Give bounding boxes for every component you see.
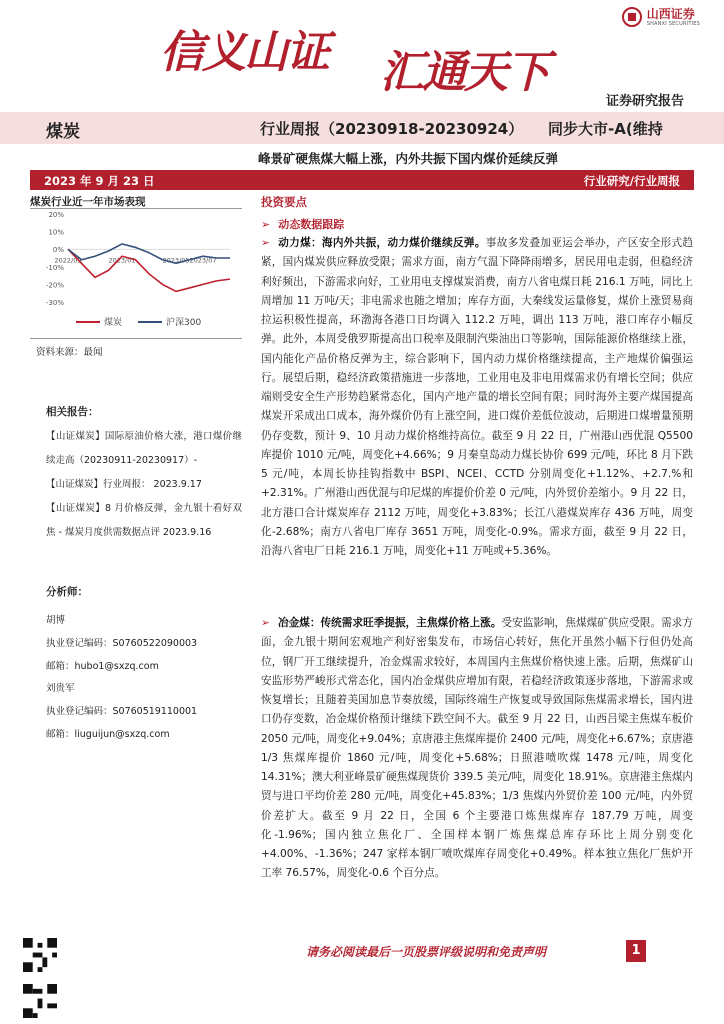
main-content [261,194,694,880]
x-tick-label: 2023/01 [108,256,136,265]
industry-name: 煤炭 [46,122,80,142]
analysts-title: 分析师： [46,586,88,598]
analyst-email[interactable]: 邮箱：liuguijun@sxzq.com [46,728,170,740]
related-report-item[interactable]: 【山证煤炭】8 月价格反弹，金九银十看好双焦 - 煤炭月度供需数据点评 2023.9.16 [46,503,242,538]
bullet-heading-text: 动态数据跟踪 [278,218,345,231]
analysts-list [46,610,242,747]
legend-swatch-csi300 [138,321,162,323]
arrow-bullet-icon: ➢ [261,218,271,231]
title-bar [0,112,724,144]
logo-mark-icon [622,7,642,27]
x-tick-label: 2023/07 [189,256,217,265]
x-tick-label: 2023/05 [162,256,190,265]
report-category: 行业研究/行业周报 [583,174,680,188]
logo-chinese: 山西证券 [646,6,695,21]
thermal-coal-paragraph [261,234,693,561]
date-bar [30,170,694,190]
divider [30,338,242,339]
legend-label-csi300: 沪深300 [166,318,202,328]
disclaimer-note: 请务必阅读最后一页股票评级说明和免责声明 [306,945,547,959]
y-tick-label: 20% [48,211,64,219]
arrow-bullet-icon: ➢ [261,237,270,249]
arrow-bullet-icon: ➢ [261,617,270,629]
legend-swatch-coal [76,321,100,323]
y-tick-label: -10% [45,263,64,272]
legend-label-coal: 煤炭 [104,318,123,328]
legend-item-csi300 [138,315,201,328]
analyst-name: 胡博 [46,615,66,626]
legend-item-coal [76,315,122,328]
y-tick-label: 10% [48,228,64,237]
y-tick-label: -30% [45,299,64,307]
paragraph-body: 受安监影响，焦煤煤矿供应受限。需求方面，金九银十期间宏观地产利好密集发布，市场信心转好，焦化开虽然小幅下行但仍处高位，钢厂开工继续提升，冶金煤需求较好，本周国内主焦煤价格快速上涨。后期，焦煤矿山安监形势严峻形式常态化，国内冶金煤供应增加有限，若稳经济政策逐步落地，下游需求或恢复增长；且随着美国加息节奏放缓，国际终端生产恢复或导致国际焦煤需求增长，国内进口仍存变数，冶金煤价格预计继续下跌空间不大。截至 9 月 22 日，山西吕梁主焦煤车板价 2050 元/吨，周变化+9.04%；京唐港主焦煤库提价 2400 元/吨，周变化+6.67%；京唐港 1/3 焦煤库提价 1860 元/吨，周变化+5.68%；日照港喷吹煤 1478 元/吨，周变化 14.31%；澳大利亚峰景矿硬焦煤现货价 339.5 美元/吨，周变化 18.91%。京唐港主焦煤内贸与进口平均价差 280 元/吨，周变化+45.83%；1/3 焦煤内外贸价差 100 元/吨，内外贸价差扩大。截至 9 月 22 日，全国 6 个主要港口炼焦煤库存 187.79 万吨，周变化-1.96%；国内独立焦化厂、全国样本钢厂炼焦煤总库存环比上周分别变化+4.00%、-1.36%；247 家样本钢厂喷吹煤库存周变化+0.49%。样本独立焦化厂焦炉开工率 76.57%，周变化-0.6 个百分点。 [261,617,694,880]
paragraph-lead: 动力煤：海内外共振，动力煤价继续反弹。 [277,237,486,249]
sidebar [30,192,242,740]
report-date: 2023 年 9 月 23 日 [44,174,155,188]
report-title: 行业周报（20230918-20230924） [260,120,524,138]
rating: 同步大市-A(维持 [548,120,663,138]
chart-source: 资料来源：最闻 [36,347,103,358]
analyst-license: 执业登记编码：S0760522090003 [46,637,198,649]
x-tick-label: 2022/09 [54,256,82,265]
paragraph-body: 事故多发叠加亚运会举办，产区安全形式趋紧，国内煤炭供应释放受限；需求方面，南方气温下降降雨增多，居民用电走弱，但稳经济利好频出，下游需求向好，工业用电支撑煤炭消费，南方八省电煤日耗 216.1 万吨，同比上周增加 11 万吨/天；非电需求也随之增加；库存方面，大秦线发运量修复，煤价上涨贸易商拉运积极性提高，环渤海各港口日均调入 112.2 万吨，调出 113 万吨，港口库存小幅反弹。此外，本周受俄罗斯提高出口税率及限制汽柴油出口等影响，国际能源价格继续上涨，国内能化产品价格反弹为主，综合影响下，国内动力煤价格继续提高，主产地煤价偏强运行。展望后期，稳经济政策措施进一步落地，工业用电及非电用煤需求仍有增长空间；供应端则受安全生产形势趋紧常态化，国内产地产量的增长空间有限；同时海外主要产煤国提高煤炭开采成出口成本，海外煤价仍有上涨空间，进口煤价差低位波动，后期进口煤增量预期仍存变数，预计 9、10 月动力煤价格维持高位。截至 9 月 22 日，广州港山西优混 Q5500 库提价 1010 元/吨，周变化+4.66%；9 月秦皇岛动力煤长协价 699 元/吨，环比 8 月下跌 5 元/吨，本周长协挂钩指数中 BSPI、NCEI、CCTD 分别周变化+1.12%、+2.7.%和+2.31%。广州港山西优混与印尼煤的库提价价差 0 元/吨，内外贸价差缩小。9 月 22 日，北方港口合计煤炭库存 2112 万吨，周变化+3.83%；长江八港煤炭库存 436 万吨，周变化-2.68%；南方八省电厂库存 3651 万吨，周变化-0.9%。需求方面，截至 9 月 22 日，沿海八省电厂日耗 216.1 万吨，周变化+11 万吨或+5.36%。 [261,237,694,557]
page-number: 1 [626,940,646,962]
qr-code-icon [23,938,57,972]
report-subtitle: 峰景矿硬焦煤大幅上涨，内外共振下国内煤价延续反弹 [258,151,559,166]
related-report-item[interactable]: 【山证煤炭】行业周报： 2023.9.17 [46,479,202,490]
company-logo [622,7,700,27]
slogan-right: 汇通天下 [380,47,548,98]
coking-coal-paragraph [261,614,693,884]
related-reports [46,425,242,545]
qr-code-icon [23,984,57,1018]
slogan-left: 信义山证 [160,27,328,78]
related-reports-title: 相关报告： [46,406,99,418]
report-type: 证券研究报告 [605,94,684,109]
market-chart [30,206,242,326]
paragraph-lead: 冶金煤：传统需求旺季提振，主焦煤价格上涨。 [277,617,502,629]
related-report-item[interactable]: 【山证煤炭】国际原油价格大涨，港口煤价继续走高（20230911-20230917）- [46,431,242,466]
header-banner [0,0,724,112]
analyst-email[interactable]: 邮箱：hubo1@sxzq.com [46,660,159,672]
y-tick-label: 0% [52,246,64,255]
bullet-heading [261,216,344,232]
market-chart-svg [30,206,242,314]
chart-title: 煤炭行业近一年市场表现 [30,196,146,208]
analyst-license: 执业登记编码：S0760519110001 [46,706,198,718]
analyst-name: 刘贵军 [46,683,75,695]
y-tick-label: -20% [45,281,64,290]
section-title: 投资要点 [261,195,307,209]
logo-english: SHANXI SECURITIES [646,20,700,27]
